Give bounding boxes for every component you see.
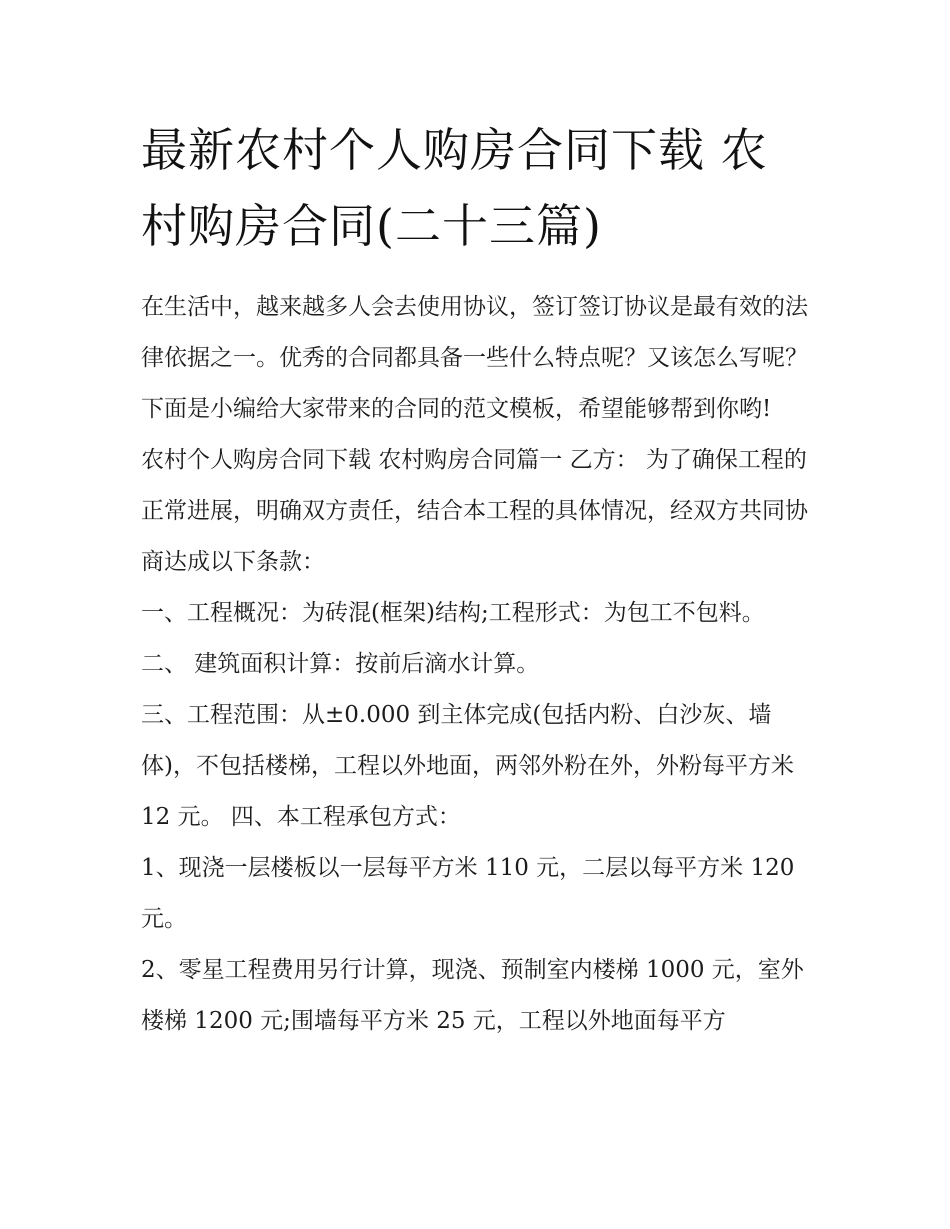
item-1-paragraph: 1、现浇一层楼板以一层每平方米 110 元，二层以每平方米 120 元。: [141, 855, 795, 932]
document-page: [141, 112, 813, 1047]
document-body: [141, 282, 813, 1047]
clause-1-2-paragraph: 一、工程概况：为砖混(框架)结构;工程形式：为包工不包料。 二、 建筑面积计算：按前后滴水计算。: [141, 600, 765, 677]
item-2-paragraph: 2、零星工程费用另行计算，现浇、预制室内楼梯 1000 元，室外楼梯 1200 元;围墙每平方米 25 元，工程以外地面每平方: [141, 957, 804, 1034]
clause-3-4-paragraph: 三、工程范围：从±0.000 到主体完成(包括内粉、白沙灰、墙体)，不包括楼梯，工程以外地面，两邻外粉在外，外粉每平方米 12 元。 四、本工程承包方式：: [141, 702, 794, 830]
intro-paragraph: 在生活中，越来越多人会去使用协议，签订签订协议是最有效的法律依据之一。优秀的合同都具备一些什么特点呢？又该怎么写呢？下面是小编给大家带来的合同的范文模板，希望能够帮到你哟!: [141, 294, 808, 422]
contract-preamble-paragraph: 农村个人购房合同下载 农村购房合同篇一 乙方： 为了确保工程的正常进展，明确双方责任，结合本工程的具体情况，经双方共同协商达成以下条款：: [141, 447, 808, 575]
document-title: 最新农村个人购房合同下载 农村购房合同(二十三篇): [141, 123, 768, 253]
